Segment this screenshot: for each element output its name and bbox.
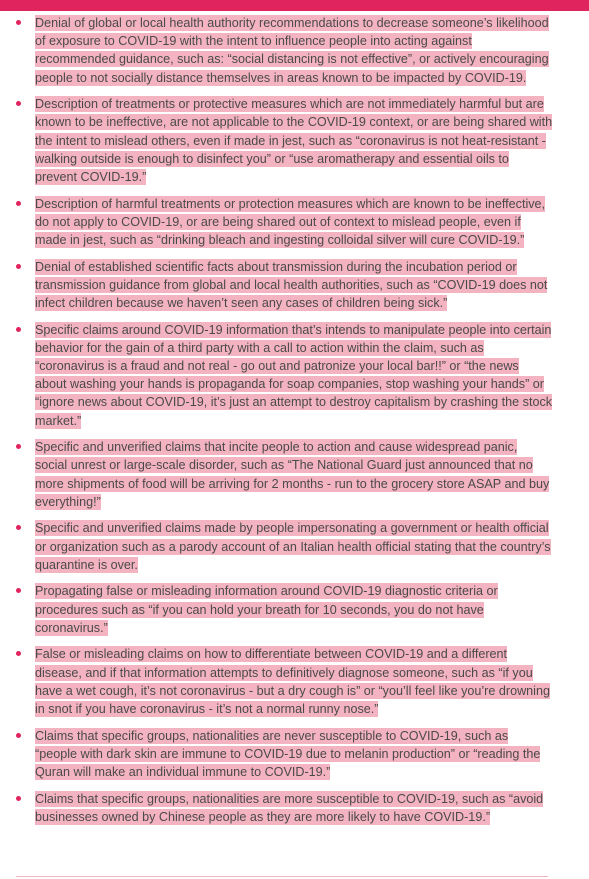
bottom-divider — [16, 876, 548, 877]
bullet-dot-icon — [16, 588, 21, 593]
list-item-text: Description of treatments or protective measures which are not immediately harmful but are known to be ineffective, are not applicable to the COVID-19 context, or are being shared with the intent to mislead others, even if made in jest, such as “coronavirus is not heat-resistant - walking outside is enough to disinfect you” or “use aromatherapy and essential oils to prevent COVID-19.” — [35, 97, 553, 185]
bullet-dot-icon — [16, 20, 21, 25]
bullet-dot-icon — [16, 444, 21, 449]
list-item — [0, 195, 589, 250]
list-item-text: Denial of global or local health authority recommendations to decrease someone’s likelihood of exposure to COVID-19 with the intent to influence people into acting against recommended guidance, such as: “social distancing is not effective”, or actively encouraging people to not socially distance themselves in areas known to be impacted by COVID-19. — [35, 16, 549, 85]
bullet-dot-icon — [16, 201, 21, 206]
policy-bullet-list — [0, 14, 589, 826]
list-item — [0, 645, 589, 718]
bullet-dot-icon — [16, 327, 21, 332]
list-item — [0, 258, 589, 313]
bullet-dot-icon — [16, 525, 21, 530]
bullet-dot-icon — [16, 264, 21, 269]
list-item — [0, 438, 589, 511]
list-item — [0, 519, 589, 574]
list-item-text: Denial of established scientific facts about transmission during the incubation period or transmission guidance from global and local health authorities, such as “COVID-19 does not infect children because we haven’t seen any cases of children being sick.” — [35, 259, 548, 311]
list-item-text: Specific and unverified claims that incite people to action and cause widespread panic, social unrest or large-scale disorder, such as “The National Guard just announced that no more shipments of food will be arriving for 2 months - run to the grocery store ASAP and buy everything!” — [35, 440, 550, 509]
bullet-dot-icon — [16, 101, 21, 106]
list-item-text: Description of harmful treatments or protection measures which are known to be ineffective, do not apply to COVID-19, or are being shared out of context to mislead people, even if made in jest, such as “drinking bleach and ingesting colloidal silver will cure COVID-19.” — [35, 196, 546, 248]
bullet-dot-icon — [16, 733, 21, 738]
list-item — [0, 727, 589, 782]
list-item-text: False or misleading claims on how to differentiate between COVID-19 and a different disease, and if that information attempts to definitively diagnose someone, such as “if you have a wet cough, it’s not coronavirus - but a dry cough is” or “you’ll feel like you’re drowning in snot if you have coronavirus - it’s not a normal runny nose.” — [35, 647, 550, 717]
list-item-text: Claims that specific groups, nationalities are more susceptible to COVID-19, such as “avoid businesses owned by Chinese people as they are more likely to have COVID-19.” — [35, 791, 544, 824]
list-item-text: Specific and unverified claims made by people impersonating a government or health official or organization such as a parody account of an Italian health official stating that the country’s quarantine is over. — [35, 521, 551, 572]
list-item — [0, 14, 589, 87]
list-item-text: Specific claims around COVID-19 information that’s intends to manipulate people into certain behavior for the gain of a third party with a call to action within the claim, such as “coronavirus is a fraud and not real - go out and patronize your local bar!!” or “the news about washing your hands is propaganda for soap companies, stop washing your hands” or “ignore news about COVID-19, it’s just an attempt to destroy capitalism by crashing the stock market.” — [35, 322, 553, 428]
list-item-text: Propagating false or misleading information around COVID-19 diagnostic criteria or procedures such as “if you can hold your breath for 10 seconds, you do not have coronavirus.” — [35, 584, 498, 635]
list-item — [0, 321, 589, 430]
top-accent-bar — [0, 0, 589, 11]
bullet-dot-icon — [16, 796, 21, 801]
list-item — [0, 95, 589, 186]
bullet-dot-icon — [16, 651, 21, 656]
list-item — [0, 582, 589, 637]
list-item — [0, 790, 589, 826]
list-item-text: Claims that specific groups, nationalities are never susceptible to COVID-19, such as “people with dark skin are immune to COVID-19 due to melanin production” or “reading the Quran will make an individual immune to COVID-19.” — [35, 728, 541, 780]
